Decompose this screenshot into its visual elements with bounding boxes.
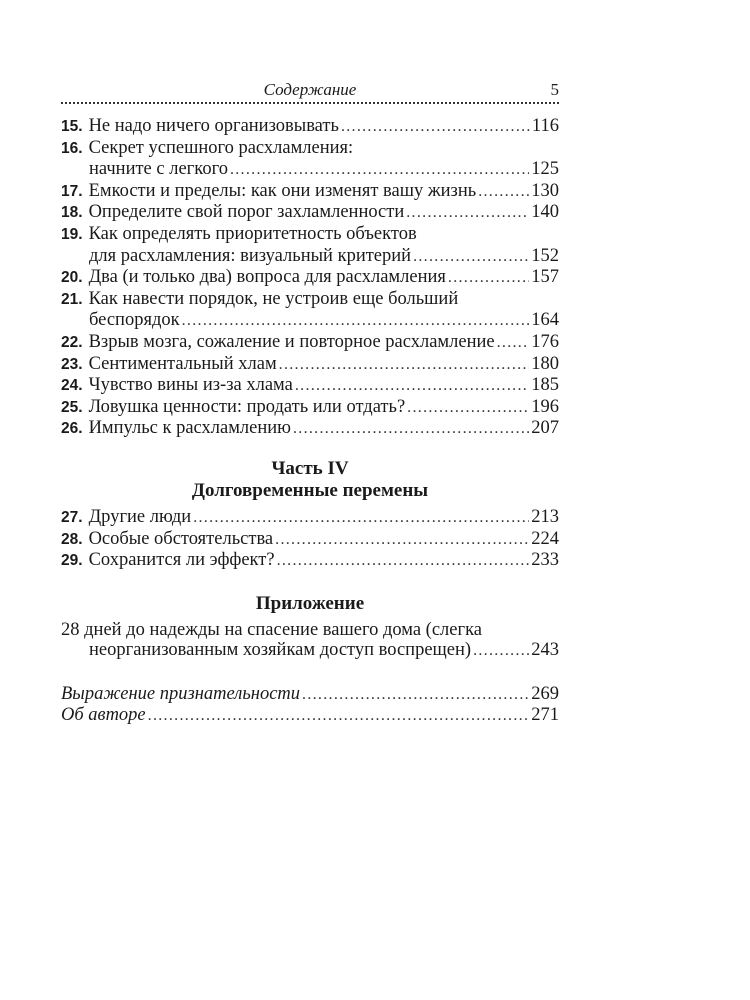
toc-entry-number: 21. — [61, 290, 83, 308]
toc-entry-16[interactable] — [61, 138, 559, 181]
dot-leader — [295, 376, 529, 397]
toc-entry-number: 18. — [61, 204, 83, 222]
toc-entry-page: 157 — [531, 267, 559, 288]
toc-entry-title: Об авторе — [61, 705, 146, 726]
toc-entry-number: 23. — [61, 355, 83, 373]
toc-page — [61, 80, 559, 727]
dot-leader — [497, 333, 530, 354]
toc-entry-27[interactable] — [61, 507, 559, 529]
toc-entry-24[interactable] — [61, 375, 559, 397]
dot-leader — [275, 530, 529, 551]
toc-entry-title: Сентиментальный хлам — [88, 353, 277, 374]
dot-leader — [230, 160, 529, 181]
part-4-heading — [61, 458, 559, 502]
toc-entry-title-continued: неорганизованным хозяйкам доступ воспрещен) — [89, 640, 472, 661]
dot-leader — [341, 117, 530, 138]
appendix-heading-block — [61, 593, 559, 615]
toc-entry-page: 224 — [531, 528, 559, 549]
toc-entry-number: 16. — [61, 139, 83, 157]
dot-leader — [148, 706, 530, 727]
dot-leader — [193, 508, 529, 529]
toc-entry-title-continued: для расхламления: визуальный критерий — [89, 245, 412, 266]
toc-entry-22[interactable] — [61, 332, 559, 354]
toc-entry-number: 20. — [61, 269, 83, 287]
toc-entry-title: Определите свой порог захламленности — [88, 202, 405, 223]
toc-entry-number: 19. — [61, 225, 83, 243]
toc-entry-title: Два (и только два) вопроса для расхламления — [88, 267, 446, 288]
toc-entry-page: 180 — [531, 353, 559, 374]
toc-entry-number: 24. — [61, 377, 83, 395]
toc-entry-appendix[interactable] — [61, 620, 559, 662]
toc-entry-19[interactable] — [61, 224, 559, 267]
toc-entry-number: 28. — [61, 530, 83, 548]
dot-leader — [182, 311, 530, 332]
toc-entry-21[interactable] — [61, 289, 559, 332]
toc-entry-title: 28 дней до надежды на спасение вашего дома (слегка — [61, 619, 483, 640]
toc-entry-title: Емкости и пределы: как они изменят вашу жизнь — [88, 180, 477, 201]
toc-list-part3 — [61, 116, 559, 440]
toc-entry-number: 27. — [61, 508, 83, 526]
dot-leader — [302, 685, 529, 706]
toc-entry-page: 116 — [531, 116, 559, 136]
toc-entry-title: Секрет успешного расхламления: — [88, 137, 354, 158]
toc-entry-page: 207 — [531, 418, 559, 439]
toc-entry-title: Взрыв мозга, сожаление и повторное расхламление — [88, 331, 495, 352]
dot-leader — [407, 398, 529, 419]
toc-entry-page: 152 — [531, 245, 559, 266]
toc-entry-number: 26. — [61, 420, 83, 438]
toc-entry-acknowledgements[interactable] — [61, 684, 559, 706]
dot-leader — [448, 268, 529, 289]
header-dotted-rule — [61, 102, 559, 104]
toc-entry-title: Особые обстоятельства — [88, 528, 274, 549]
toc-list-part4 — [61, 507, 559, 572]
part-title: Долговременные перемены — [191, 479, 429, 501]
part-label: Часть IV — [271, 457, 349, 479]
dot-leader — [277, 551, 530, 572]
dot-leader — [478, 182, 529, 203]
toc-entry-number: 17. — [61, 182, 83, 200]
running-head-title: Содержание — [263, 80, 357, 99]
toc-entry-page: 125 — [531, 159, 559, 180]
toc-entry-number: 25. — [61, 398, 83, 416]
toc-entry-title: Сохранится ли эффект? — [88, 550, 275, 571]
dot-leader — [473, 641, 529, 662]
toc-entry-title: Импульс к расхламлению — [88, 418, 291, 439]
toc-entry-title: Как навести порядок, не устроив еще больший — [88, 288, 459, 309]
toc-entry-number: 15. — [61, 118, 83, 135]
toc-entry-title-continued: беспорядок — [89, 310, 180, 331]
toc-entry-page: 185 — [531, 375, 559, 396]
toc-entry-page: 243 — [531, 640, 559, 661]
appendix-heading: Приложение — [255, 592, 365, 614]
toc-entry-15[interactable] — [61, 116, 559, 138]
toc-entry-title: Не надо ничего организовывать — [88, 116, 339, 136]
running-head-page-number: 5 — [550, 80, 559, 99]
dot-leader — [279, 355, 530, 376]
toc-entry-page: 196 — [531, 396, 559, 417]
toc-entry-title: Ловушка ценности: продать или отдать? — [88, 396, 406, 417]
toc-entry-20[interactable] — [61, 267, 559, 289]
toc-entry-title: Другие люди — [88, 506, 192, 527]
toc-entry-page: 213 — [531, 506, 559, 527]
toc-entry-28[interactable] — [61, 529, 559, 551]
toc-entry-title: Выражение признательности — [61, 683, 301, 704]
toc-entry-17[interactable] — [61, 181, 559, 203]
dot-leader — [406, 203, 529, 224]
toc-entry-page: 140 — [531, 202, 559, 223]
toc-entry-number: 29. — [61, 552, 83, 570]
toc-entry-number: 22. — [61, 333, 83, 351]
toc-entry-page: 269 — [531, 683, 559, 704]
toc-entry-page: 176 — [531, 331, 559, 352]
toc-entry-title-continued: начните с легкого — [89, 159, 228, 180]
toc-list-back-matter — [61, 684, 559, 727]
toc-entry-page: 233 — [531, 550, 559, 571]
dot-leader — [293, 419, 529, 440]
toc-entry-page: 164 — [531, 310, 559, 331]
running-head — [61, 80, 559, 102]
toc-entry-23[interactable] — [61, 354, 559, 376]
toc-entry-page: 130 — [531, 180, 559, 201]
toc-entry-26[interactable] — [61, 418, 559, 440]
toc-entry-25[interactable] — [61, 397, 559, 419]
toc-entry-29[interactable] — [61, 550, 559, 572]
toc-entry-page: 271 — [531, 705, 559, 726]
dot-leader — [413, 247, 529, 268]
toc-entry-title: Как определять приоритетность объектов — [88, 223, 417, 244]
toc-entry-title: Чувство вины из-за хлама — [88, 375, 293, 396]
toc-entry-18[interactable] — [61, 202, 559, 224]
toc-entry-about-author[interactable] — [61, 705, 559, 727]
